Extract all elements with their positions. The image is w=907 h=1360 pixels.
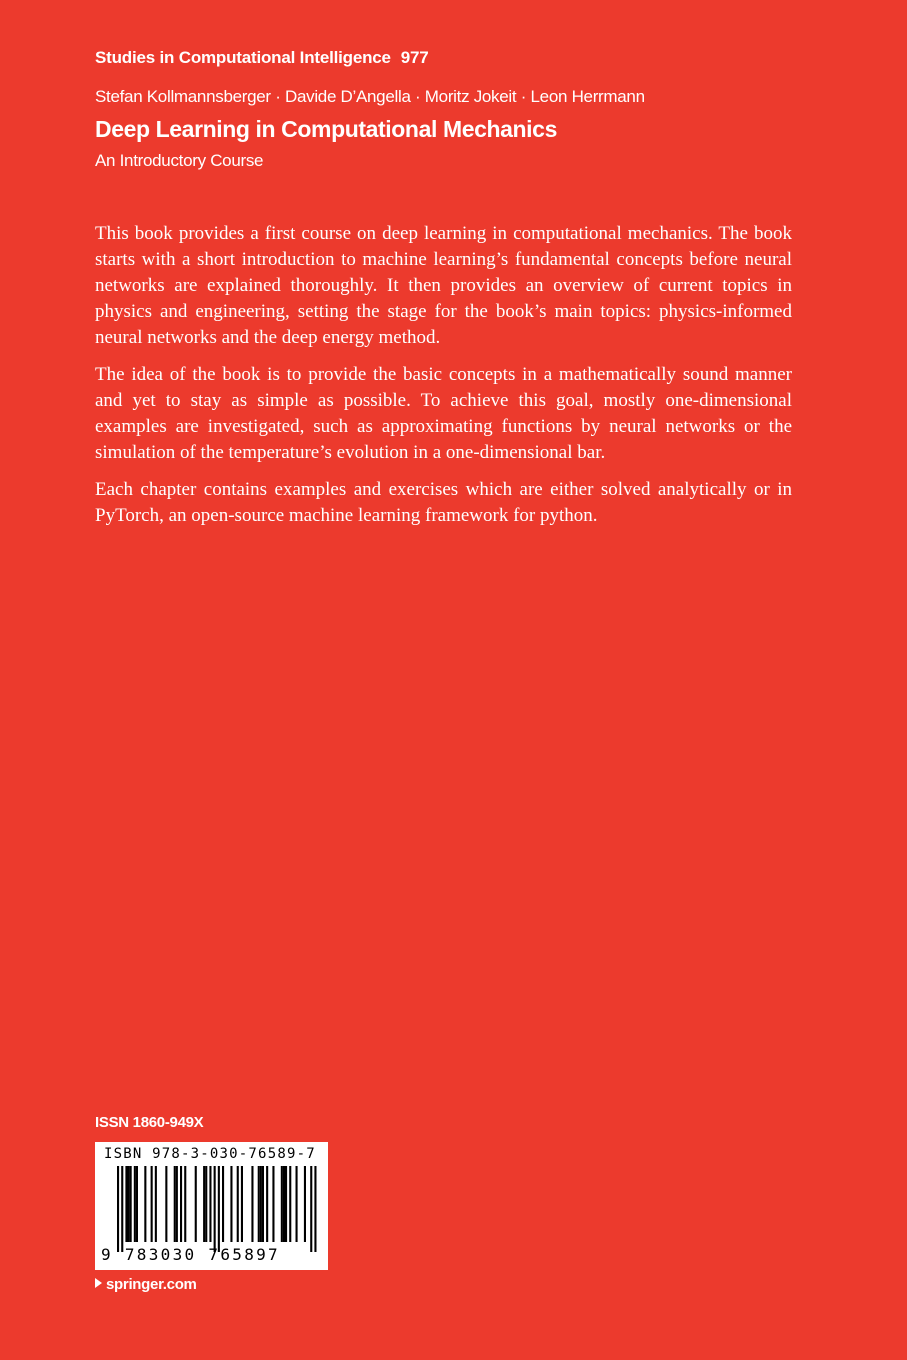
arrow-right-icon xyxy=(95,1278,102,1288)
barcode-bar xyxy=(176,1166,178,1242)
barcode-bar xyxy=(184,1166,186,1242)
blurb xyxy=(95,221,792,540)
barcode-bar xyxy=(241,1166,243,1242)
barcode-bar xyxy=(262,1166,264,1242)
issn: ISSN 1860-949X xyxy=(95,1114,204,1131)
barcode-bar xyxy=(260,1166,262,1242)
series-line xyxy=(95,48,429,68)
barcode-bar xyxy=(203,1166,205,1242)
publisher-url: springer.com xyxy=(106,1276,197,1293)
barcode-bar xyxy=(195,1166,197,1242)
barcode-bar xyxy=(296,1166,298,1242)
blurb-paragraph: This book provides a first course on deep learning in computational mechanics. The book starts with a short introduction to machine learning’s fundamental concepts before neural networks are explained thoroughly. It then provides an overview of current topics in physics and engineering, setting the stage for the book’s main topics: physics-informed neural networks and the deep energy method. xyxy=(95,223,792,348)
series-name: Studies in Computational Intelligence xyxy=(95,48,391,67)
barcode-bar xyxy=(281,1166,283,1242)
barcode-bar xyxy=(266,1166,268,1242)
book-title: Deep Learning in Computational Mechanics xyxy=(95,116,557,142)
authors: Stefan Kollmannsberger · Davide D’Angella · Moritz Jokeit · Leon Herrmann xyxy=(95,87,645,106)
barcode-bar xyxy=(218,1166,220,1252)
barcode-bar xyxy=(174,1166,176,1242)
barcode-bar xyxy=(130,1166,132,1242)
blurb-paragraph: The idea of the book is to provide the basic concepts in a mathematically sound manner and yet to stay as simple as possible. To achieve this goal, mostly one-dimensional examples are investigated, such as approximating functions by neural networks or the simulation of the temperature’s evolution in a one-dimensional bar. xyxy=(95,364,792,463)
barcode-digits: 9 783030 765897 xyxy=(101,1245,280,1264)
publisher-link[interactable] xyxy=(95,1276,197,1293)
barcode-bar xyxy=(136,1166,138,1242)
barcode-bar xyxy=(285,1166,287,1242)
barcode xyxy=(95,1142,328,1270)
barcode-bar xyxy=(314,1166,316,1252)
barcode-bar xyxy=(209,1166,211,1242)
barcode-bar xyxy=(155,1166,157,1242)
barcode-bar xyxy=(134,1166,136,1242)
barcode-bar xyxy=(230,1166,232,1242)
barcode-bar xyxy=(151,1166,153,1242)
series-volume: 977 xyxy=(400,48,429,67)
barcode-bar xyxy=(251,1166,253,1242)
barcode-bar xyxy=(310,1166,312,1252)
barcode-bar xyxy=(165,1166,167,1242)
barcode-bar xyxy=(272,1166,274,1242)
isbn-text: ISBN 978-3-030-76589-7 xyxy=(104,1146,316,1162)
barcode-bar xyxy=(237,1166,239,1242)
barcode-bar xyxy=(289,1166,291,1242)
barcode-bar xyxy=(283,1166,285,1242)
barcode-bar xyxy=(125,1166,127,1242)
barcode-bar xyxy=(304,1166,306,1242)
barcode-bar xyxy=(258,1166,260,1242)
barcode-bar xyxy=(144,1166,146,1242)
barcode-bar xyxy=(214,1166,216,1252)
barcode-bar xyxy=(121,1166,123,1252)
book-subtitle: An Introductory Course xyxy=(95,151,264,170)
barcode-bar xyxy=(205,1166,207,1242)
barcode-bar xyxy=(222,1166,224,1242)
barcode-bar xyxy=(117,1166,119,1252)
blurb-paragraph: Each chapter contains examples and exercises which are either solved analytically or in PyTorch, an open-source machine learning framework for python. xyxy=(95,479,792,526)
barcode-bar xyxy=(180,1166,182,1242)
barcode-bar xyxy=(128,1166,130,1242)
